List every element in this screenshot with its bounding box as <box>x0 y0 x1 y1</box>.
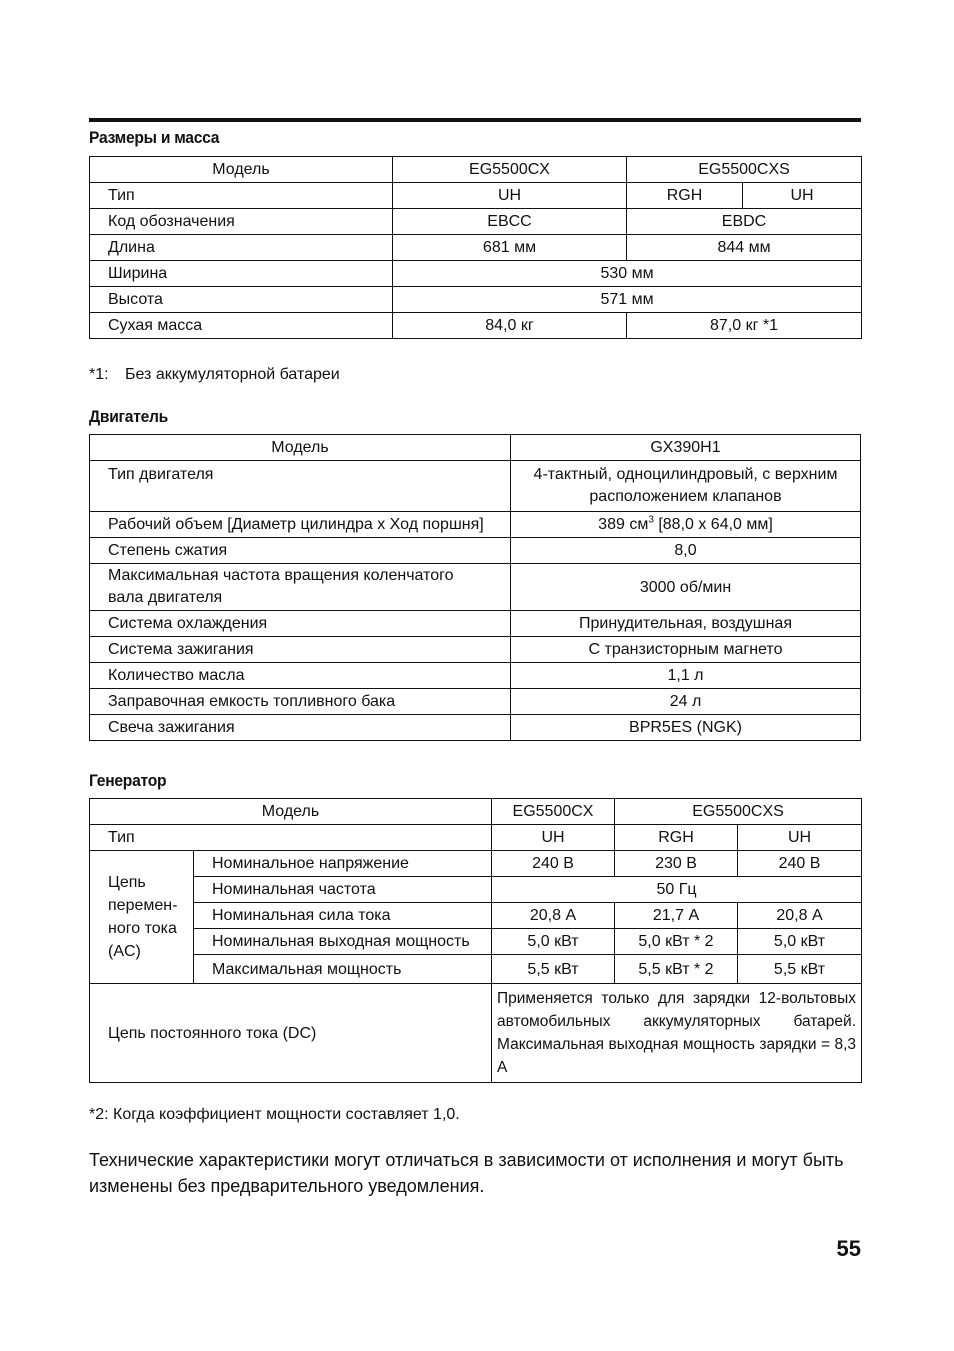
cell: 50 Гц <box>492 877 862 903</box>
row-label: Длина <box>90 235 393 261</box>
header-gx390h1: GX390H1 <box>511 435 861 461</box>
header-eg5500cx: EG5500CX <box>492 799 615 825</box>
value-part: 389 см <box>598 516 649 533</box>
table-row <box>90 461 861 512</box>
cell: 571 мм <box>393 287 862 313</box>
table-row <box>90 287 862 313</box>
table-row <box>90 689 861 715</box>
engine-table <box>89 434 861 741</box>
row-label: Максимальная частота вращения коленчатого вала двигателя <box>90 564 511 611</box>
row-label: Максимальная мощность <box>194 955 492 984</box>
cell: 24 л <box>511 689 861 715</box>
header-eg5500cxs: EG5500CXS <box>615 799 862 825</box>
cell: UH <box>743 183 862 209</box>
cell: 530 мм <box>393 261 862 287</box>
table-row <box>90 435 861 461</box>
dc-value: Применяется только для зарядки 12-вольтовых автомобильных аккумуляторных батарей. Максимальная выходная мощность зарядки = 8,3 А <box>492 984 862 1083</box>
cell: 844 мм <box>627 235 862 261</box>
row-label: Номинальная частота <box>194 877 492 903</box>
header-model: Модель <box>90 435 511 461</box>
dc-label: Цепь постоянного тока (DC) <box>90 984 492 1083</box>
cell <box>511 512 861 538</box>
row-label: Сухая масса <box>90 313 393 339</box>
footnote-text: Без аккумуляторной батареи <box>125 366 340 383</box>
cell: 230 В <box>615 851 738 877</box>
disclaimer: Технические характеристики могут отличаться в зависимости от исполнения и могут быть изменены без предварительного уведомления. <box>89 1150 844 1196</box>
cell: 8,0 <box>511 538 861 564</box>
row-label: Свеча зажигания <box>90 715 511 741</box>
generator-title: Генератор <box>89 771 167 790</box>
cell: UH <box>492 825 615 851</box>
row-label: Номинальное напряжение <box>194 851 492 877</box>
row-label: Номинальная сила тока <box>194 903 492 929</box>
table-row <box>90 538 861 564</box>
header-eg5500cx: EG5500CX <box>393 157 627 183</box>
row-label: Высота <box>90 287 393 313</box>
table-row <box>90 261 862 287</box>
cell: UH <box>738 825 862 851</box>
cell: 20,8 А <box>492 903 615 929</box>
table-row <box>90 157 862 183</box>
cell: 5,5 кВт <box>492 955 615 984</box>
row-label: Код обозначения <box>90 209 393 235</box>
cell: С транзисторным магнето <box>511 637 861 663</box>
table-row <box>90 903 862 929</box>
cell: 5,5 кВт <box>738 955 862 984</box>
cell: 21,7 А <box>615 903 738 929</box>
row-label: Ширина <box>90 261 393 287</box>
cell: UH <box>393 183 627 209</box>
cell: 1,1 л <box>511 663 861 689</box>
row-label: Тип двигателя <box>90 461 511 512</box>
header-model: Модель <box>90 799 492 825</box>
cell: BPR5ES (NGK) <box>511 715 861 741</box>
footnote-mark: *1: <box>89 366 109 383</box>
generator-table <box>89 798 862 1083</box>
table-row <box>90 313 862 339</box>
cell: Принудительная, воздушная <box>511 611 861 637</box>
header-model: Модель <box>90 157 393 183</box>
cell: 5,5 кВт * 2 <box>615 955 738 984</box>
cell: RGH <box>627 183 743 209</box>
footnote-1 <box>89 366 340 384</box>
cell: 87,0 кг *1 <box>627 313 862 339</box>
cell: 240 В <box>492 851 615 877</box>
row-label: Тип <box>90 183 393 209</box>
row-label: Степень сжатия <box>90 538 511 564</box>
cell: 5,0 кВт * 2 <box>615 929 738 955</box>
table-row <box>90 825 862 851</box>
cell: 4-тактный, одноцилиндровый, с верхним расположением клапанов <box>511 461 861 512</box>
page-number: 55 <box>836 1236 861 1261</box>
cell: 681 мм <box>393 235 627 261</box>
dimensions-title: Размеры и масса <box>89 128 220 147</box>
table-row <box>90 851 862 877</box>
footnote-2: *2: Когда коэффициент мощности составляет 1,0. <box>89 1106 460 1123</box>
table-row <box>90 955 862 984</box>
cell: 84,0 кг <box>393 313 627 339</box>
row-label: Рабочий объем [Диаметр цилиндра x Ход поршня] <box>90 512 511 538</box>
top-rule <box>89 118 861 122</box>
table-row <box>90 209 862 235</box>
row-label: Номинальная выходная мощность <box>194 929 492 955</box>
cell: 3000 об/мин <box>511 564 861 611</box>
table-row <box>90 984 862 1083</box>
superscript: 3 <box>648 514 654 526</box>
cell: 240 В <box>738 851 862 877</box>
header-eg5500cxs: EG5500CXS <box>627 157 862 183</box>
row-label: Количество масла <box>90 663 511 689</box>
row-label: Система охлаждения <box>90 611 511 637</box>
cell: EBCC <box>393 209 627 235</box>
value-part: [88,0 x 64,0 мм] <box>653 516 773 533</box>
dimensions-table <box>89 156 862 339</box>
table-row <box>90 799 862 825</box>
cell: 5,0 кВт <box>492 929 615 955</box>
table-row <box>90 637 861 663</box>
table-row <box>90 877 862 903</box>
ac-group-label: Цепь перемен-ного тока (AC) <box>90 851 194 984</box>
table-row <box>90 564 861 611</box>
row-label: Заправочная емкость топливного бака <box>90 689 511 715</box>
row-label: Система зажигания <box>90 637 511 663</box>
table-row <box>90 929 862 955</box>
row-label: Тип <box>90 825 492 851</box>
table-row <box>90 183 862 209</box>
table-row <box>90 663 861 689</box>
table-row <box>90 611 861 637</box>
table-row <box>90 512 861 538</box>
engine-title: Двигатель <box>89 407 169 426</box>
cell: 5,0 кВт <box>738 929 862 955</box>
cell: EBDC <box>627 209 862 235</box>
cell: 20,8 А <box>738 903 862 929</box>
table-row <box>90 715 861 741</box>
table-row <box>90 235 862 261</box>
cell: RGH <box>615 825 738 851</box>
